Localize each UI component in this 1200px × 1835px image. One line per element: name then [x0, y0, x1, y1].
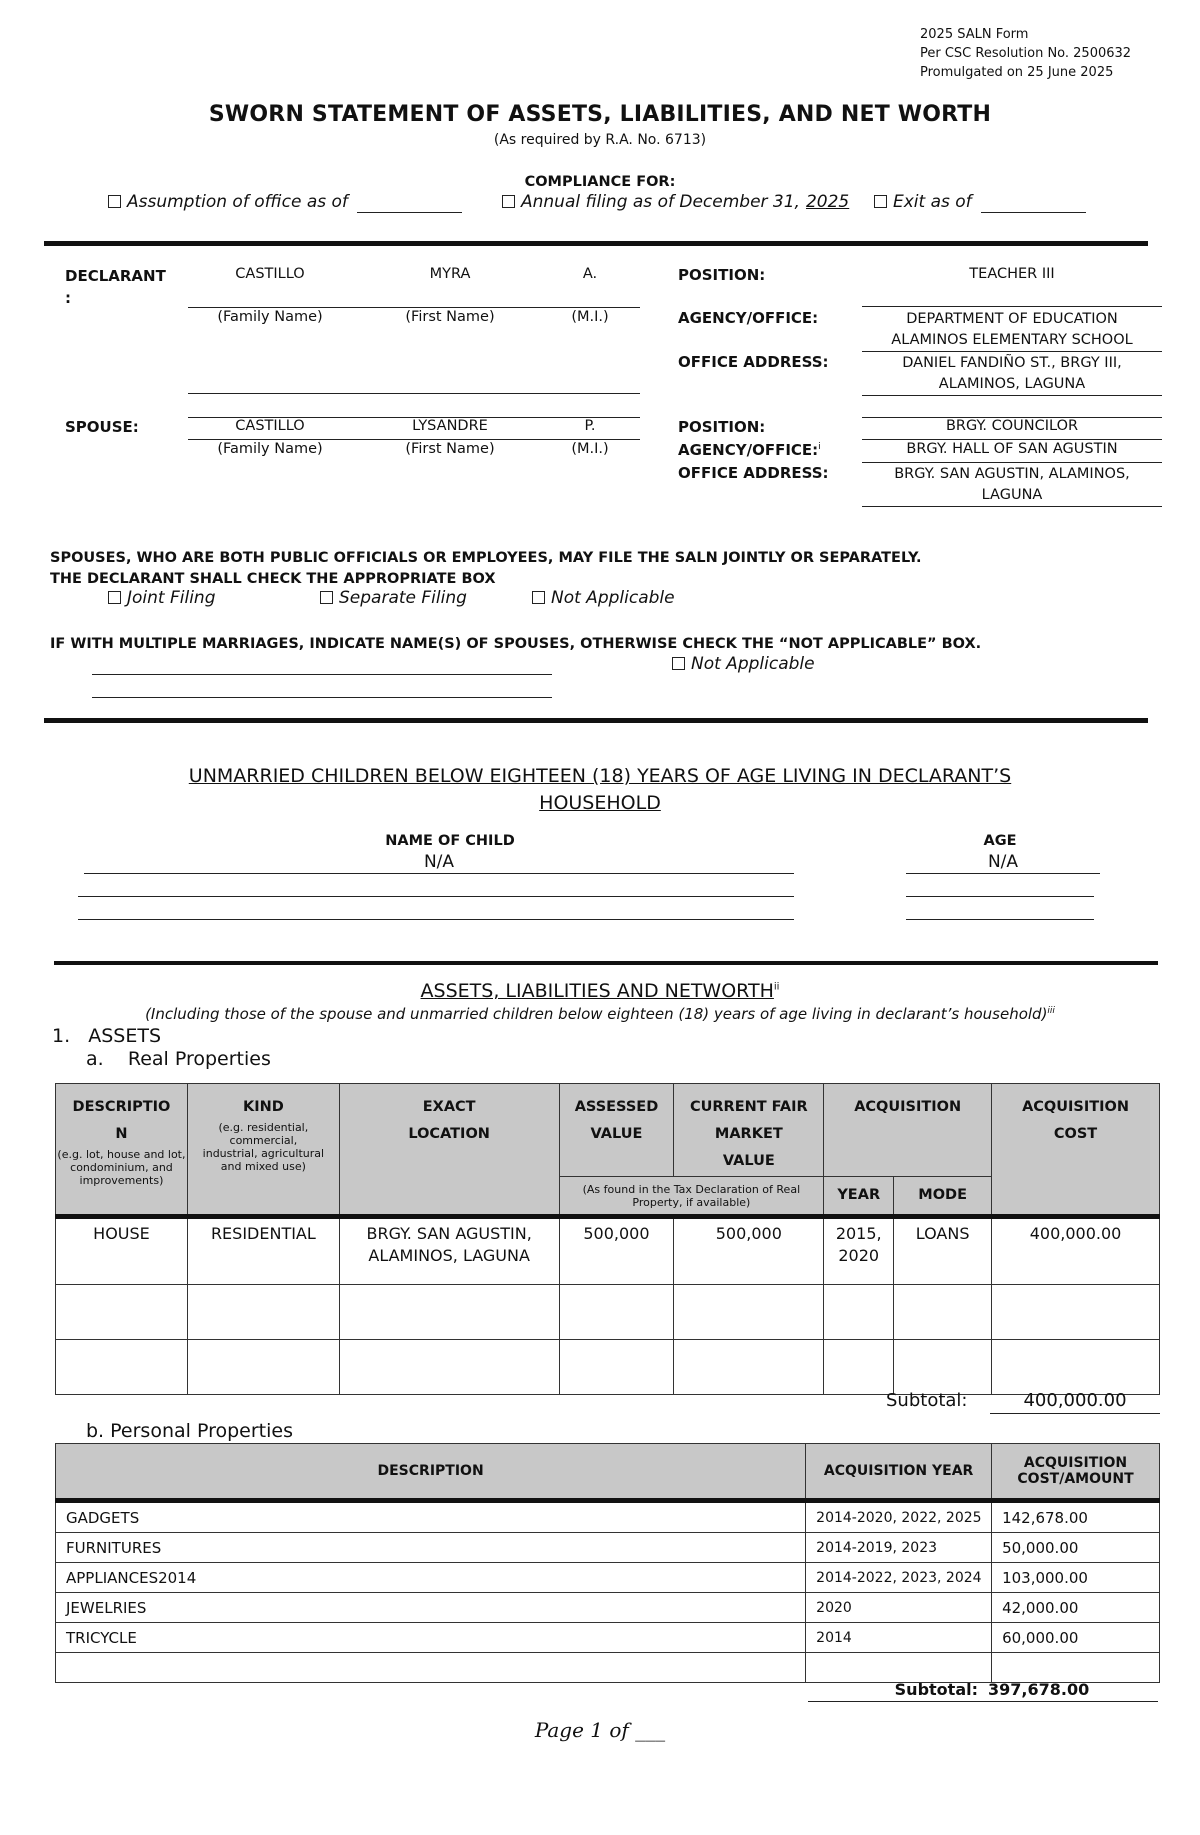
cell-year: 2014-2022, 2023, 2024 — [806, 1563, 992, 1593]
child-name-header: NAME OF CHILD — [385, 833, 515, 849]
table-row — [56, 1653, 1160, 1683]
assumption-checkbox[interactable] — [108, 195, 121, 208]
declarant-agency: DEPARTMENT OF EDUCATION ALAMINOS ELEMENTARY SCHOOL — [891, 311, 1133, 348]
cell-cost: 103,000.00 — [992, 1563, 1160, 1593]
spouse-first-name: LYSANDRE — [412, 418, 488, 434]
declarant-agency-label: AGENCY/OFFICE: — [678, 309, 819, 327]
spouse-family-name: CASTILLO — [235, 418, 305, 434]
cell-cost: 50,000.00 — [992, 1533, 1160, 1563]
cell-assessed: 500,000 — [559, 1217, 674, 1285]
resolution-number: Per CSC Resolution No. 2500632 — [920, 46, 1132, 61]
cell-location: BRGY. SAN AGUSTIN, ALAMINOS, LAGUNA — [339, 1217, 559, 1285]
cell-desc: GADGETS — [56, 1501, 806, 1533]
cell-desc: APPLIANCES2014 — [56, 1563, 806, 1593]
table-row — [56, 1285, 1160, 1340]
child-age-value: N/A — [987, 852, 1019, 872]
spouse-mi: P. — [584, 418, 596, 434]
spouse-cap-family: (Family Name) — [217, 441, 323, 457]
cell-desc — [56, 1653, 806, 1683]
tax-declaration-note: (As found in the Tax Declaration of Real Property, if available) — [559, 1177, 824, 1217]
compliance-label: COMPLIANCE FOR: — [524, 174, 676, 190]
age-line-2 — [906, 896, 1094, 897]
table-row — [56, 1340, 1160, 1395]
table-row — [56, 1563, 1160, 1593]
cell-year: 2015, 2020 — [824, 1217, 894, 1285]
declarant-family-name: CASTILLO — [235, 266, 305, 282]
spouse-position-label: POSITION: — [678, 418, 766, 436]
assumption-date-blank[interactable] — [357, 192, 462, 213]
age-line-1 — [906, 873, 1100, 874]
agency-line — [862, 351, 1162, 352]
col-location: EXACT LOCATION — [339, 1084, 559, 1217]
annual-checkbox[interactable] — [502, 195, 515, 208]
separate-filing-option[interactable]: Separate Filing — [320, 588, 467, 608]
table-row — [56, 1623, 1160, 1653]
form-name: 2025 SALN Form — [920, 27, 1029, 42]
children-section-title: UNMARRIED CHILDREN BELOW EIGHTEEN (18) YEARS OF AGE LIVING IN DECLARANT’S HOUSEHOLD — [188, 765, 1012, 814]
exit-checkbox[interactable] — [874, 195, 887, 208]
cell-cost: 142,678.00 — [992, 1501, 1160, 1533]
cell-mode: LOANS — [894, 1217, 992, 1285]
declarant-cap-family: (Family Name) — [217, 309, 323, 325]
not-applicable-option[interactable]: Not Applicable — [532, 588, 675, 608]
child-line-2 — [78, 896, 794, 897]
declarant-cap-first: (First Name) — [405, 309, 495, 325]
table-row — [56, 1501, 1160, 1533]
table-row — [56, 1217, 1160, 1285]
col-acq-cost: ACQUISITION COST/AMOUNT — [992, 1444, 1160, 1501]
annual-label: Annual filing as of December 31, — [521, 192, 800, 212]
cell-desc: JEWELRIES — [56, 1593, 806, 1623]
spouse-label: SPOUSE: — [65, 418, 139, 436]
spouse-agency: BRGY. HALL OF SAN AGUSTIN — [906, 441, 1118, 457]
personal-subtotal-label: Subtotal: — [894, 1680, 978, 1699]
not-applicable-checkbox[interactable] — [532, 591, 545, 604]
cell-year: 2014-2020, 2022, 2025 — [806, 1501, 992, 1533]
promulgation-date: Promulgated on 25 June 2025 — [920, 65, 1114, 80]
child-age-header: AGE — [983, 833, 1017, 849]
cell-year — [806, 1653, 992, 1683]
cell-kind: RESIDENTIAL — [187, 1217, 339, 1285]
col-description: DESCRIPTION — [56, 1444, 806, 1501]
personal-properties-heading: b. Personal Properties — [86, 1420, 293, 1442]
real-properties-heading: a. Real Properties — [86, 1048, 271, 1070]
exit-date-blank[interactable] — [981, 192, 1086, 213]
col-fair-value: CURRENT FAIR MARKET VALUE — [674, 1084, 824, 1177]
spouse-pos-line — [862, 439, 1162, 440]
personal-subtotal — [808, 1680, 1158, 1702]
declarant-first-name: MYRA — [429, 266, 471, 282]
cell-year: 2014-2019, 2023 — [806, 1533, 992, 1563]
col-acquisition: ACQUISITION — [824, 1084, 992, 1177]
section-divider — [54, 961, 1158, 965]
multiple-na-option[interactable]: Not Applicable — [672, 654, 815, 674]
real-properties-table — [55, 1083, 1160, 1395]
page-subtitle: (As required by R.A. No. 6713) — [493, 132, 707, 148]
spouse-name-blank-1[interactable] — [92, 674, 552, 675]
cell-year: 2014 — [806, 1623, 992, 1653]
assets-heading: 1. ASSETS — [52, 1025, 162, 1047]
spouse-address-line — [862, 506, 1162, 507]
joint-filing-checkbox[interactable] — [108, 591, 121, 604]
child-name-value: N/A — [423, 852, 455, 872]
child-line-1 — [84, 873, 794, 874]
col-year: YEAR — [824, 1177, 894, 1217]
assets-note: (Including those of the spouse and unmarried children below eighteen (18) years of age living in declarant’s household)$^{iii}$ — [145, 1005, 1055, 1023]
child-line-3 — [78, 919, 794, 920]
cell-cost: 400,000.00 — [992, 1217, 1160, 1285]
assumption-label: Assumption of office as of — [127, 192, 348, 212]
spouse-agency-line — [862, 462, 1162, 463]
personal-properties-table — [55, 1443, 1160, 1683]
real-subtotal-label: Subtotal: — [886, 1390, 968, 1411]
exit-label: Exit as of — [893, 192, 972, 212]
cell-desc: TRICYCLE — [56, 1623, 806, 1653]
cell-cost — [992, 1653, 1160, 1683]
declarant-mi: A. — [582, 266, 598, 282]
declarant-address: DANIEL FANDIÑO ST., BRGY III, ALAMINOS, LAGUNA — [902, 355, 1122, 392]
cell-year: 2020 — [806, 1593, 992, 1623]
col-kind: KIND (e.g. residential, commercial, industrial, agricultural and mixed use) — [187, 1084, 339, 1217]
declarant-name-line — [188, 307, 640, 308]
address-line — [862, 395, 1162, 396]
declarant-label: DECLARANT : — [65, 267, 166, 307]
filing-instruction: SPOUSES, WHO ARE BOTH PUBLIC OFFICIALS OR EMPLOYEES, MAY FILE THE SALN JOINTLY OR SEPARATELY. THE DECLARANT SHALL CHECK THE APPROPRIATE BOX — [50, 550, 922, 587]
annual-option[interactable] — [502, 192, 849, 212]
col-mode: MODE — [894, 1177, 992, 1217]
annual-year: 2025 — [805, 192, 850, 212]
col-description: DESCRIPTIO N (e.g. lot, house and lot, condominium, and improvements) — [56, 1084, 188, 1217]
declarant-extra-line — [188, 393, 640, 394]
joint-filing-option[interactable]: Joint Filing — [108, 588, 216, 608]
form-version-note — [920, 25, 1131, 82]
col-acq-year: ACQUISITION YEAR — [806, 1444, 992, 1501]
cell-desc: HOUSE — [56, 1217, 188, 1285]
page-title: SWORN STATEMENT OF ASSETS, LIABILITIES, AND NET WORTH — [208, 102, 992, 127]
assumption-option[interactable] — [108, 192, 462, 213]
position-line — [862, 306, 1162, 307]
real-subtotal-value: 400,000.00 — [990, 1390, 1160, 1414]
declarant-position-label: POSITION: — [678, 266, 766, 284]
declarant-cap-mi: (M.I.) — [571, 309, 609, 325]
cell-cost: 42,000.00 — [992, 1593, 1160, 1623]
col-acq-cost: ACQUISITION COST — [992, 1084, 1160, 1217]
age-line-3 — [906, 919, 1094, 920]
spouse-position: BRGY. COUNCILOR — [945, 418, 1079, 434]
page-number: Page 1 of ___ — [534, 1718, 666, 1742]
declarant-position: TEACHER III — [969, 266, 1055, 282]
spouse-cap-mi: (M.I.) — [571, 441, 609, 457]
table-row — [56, 1533, 1160, 1563]
declarant-address-label: OFFICE ADDRESS: — [678, 353, 829, 371]
personal-subtotal-value: 397,678.00 — [988, 1680, 1090, 1699]
col-assessed: ASSESSED VALUE — [559, 1084, 674, 1177]
cell-desc: FURNITURES — [56, 1533, 806, 1563]
multiple-na-checkbox[interactable] — [672, 657, 685, 670]
section-divider — [44, 718, 1148, 723]
spouse-address-label: OFFICE ADDRESS: — [678, 464, 829, 482]
separate-filing-checkbox[interactable] — [320, 591, 333, 604]
spouse-agency-label: AGENCY/OFFICE:$^i$ — [678, 441, 821, 459]
exit-option[interactable] — [874, 192, 1086, 213]
spouse-address: BRGY. SAN AGUSTIN, ALAMINOS, LAGUNA — [894, 466, 1130, 503]
spouse-name-line — [188, 439, 640, 440]
section-divider — [44, 241, 1148, 246]
spouse-name-blank-2[interactable] — [92, 697, 552, 698]
cell-cost: 60,000.00 — [992, 1623, 1160, 1653]
assets-section-title: ASSETS, LIABILITIES AND NETWORTH$^{ii}$ — [420, 980, 780, 1002]
cell-fair: 500,000 — [674, 1217, 824, 1285]
multiple-marriages-instruction: IF WITH MULTIPLE MARRIAGES, INDICATE NAME(S) OF SPOUSES, OTHERWISE CHECK THE “NOT APPLICABLE” BOX. — [50, 636, 982, 652]
spouse-cap-first: (First Name) — [405, 441, 495, 457]
table-row — [56, 1593, 1160, 1623]
